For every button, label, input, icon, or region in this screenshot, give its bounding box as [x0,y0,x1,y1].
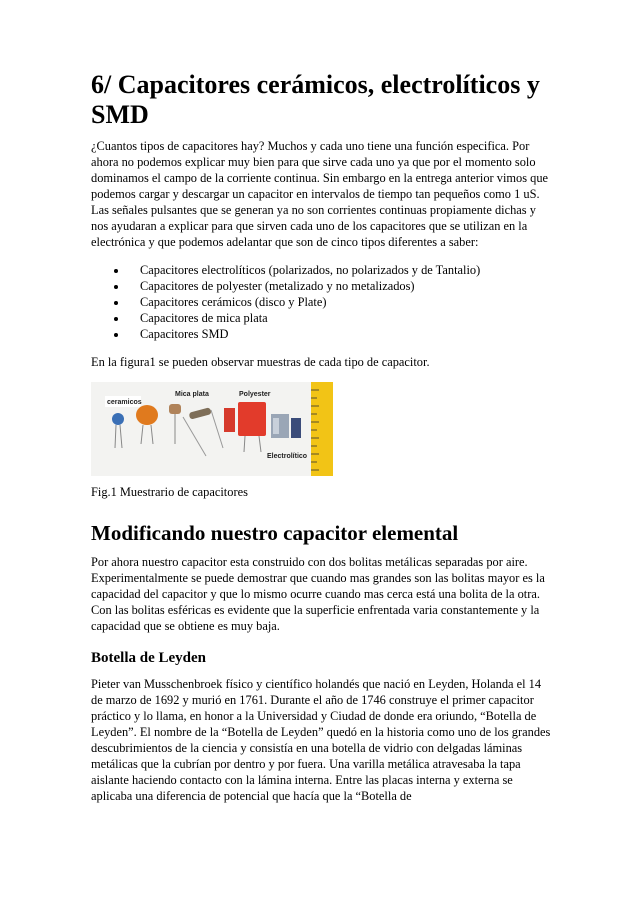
list-item: • Capacitores de polyester (metalizado y no metalizados) [128,278,551,294]
capacitors-illustration [91,382,333,476]
capacitor-types-list [91,262,551,342]
page-title: 6/ Capacitores cerámicos, electrolíticos y SMD [91,70,540,129]
section-paragraph-leyden: Pieter van Musschenbroek físico y científico holandés que nació en Leyden, Holanda el 14 de marzo de 1692 y murió en 1761. Durante el año de 1746 construye el primer capacitor práctico y lo llama, en honor a la Universidad y Ciudad de donde era oriundo, “Botella de Leyden”. El nombre de la “Botella de Leyden” quedó en la historia como uno de los grandes descubrimientos de la ciencia y consistía en una botella de vidrio con delgadas láminas metálicas que la cubrían por dentro y por fuera. Una varilla metálica atravesaba la tapa aislante haciendo contacto con la lámina interna. Entre las placas interna y externa se aplicaba una diferencia de potencial que hacía que la “Botella de [91,677,551,803]
list-item: • Capacitores cerámicos (disco y Plate) [128,294,551,310]
document-page [91,70,551,816]
list-item: • Capacitores electrolíticos (polarizados, no polarizados y de Tantalio) [128,262,551,278]
section-heading-leyden: Botella de Leyden [91,650,206,666]
intro-paragraph: ¿Cuantos tipos de capacitores hay? Muchos y cada uno tiene una función especifica. Por ahora no podemos explicar muy bien para que sirve cada uno ya que por el momento solo dominamos el campo de la corriente continua. Sin embargo en la entrega anterior vimos que podemos cargar y descargar un capacitor en intervalos de tiempo tan pequeños como 1 uS. Las señales pulsantes que se generan ya no son corrientes continuas propiamente dichas y nos ayudaran a explicar para que sirven cada uno de los capacitores que se utilizan en la electrónica y que podemos adelantar que son de cinco tipos diferentes a saber: [91,139,549,249]
section-paragraph-modificando: Por ahora nuestro capacitor esta construido con dos bolitas metálicas separadas por aire. Experimentalmente se puede demostrar que cuando mas grandes son las bolitas mayor es la capacidad del capacitor y que lo mismo ocurre cuando mas cerca está una bolita de la otra. Con las bolitas esféricas es evidente que la superficie enfrentada varia constantemente y la capacidad que se obtiene es muy baja. [91,555,545,633]
label-ceramicos: ceramicos [107,399,142,406]
capacitors-photo [91,382,333,476]
list-item: • Capacitores SMD [128,326,551,342]
label-electrolitico: Electrolítico [267,453,308,460]
section-heading-modificando: Modificando nuestro capacitor elemental [91,521,459,545]
list-item: • Capacitores de mica plata [128,310,551,326]
figure-caption: Fig.1 Muestrario de capacitores [91,485,248,499]
label-polyester: Polyester [239,391,271,398]
figure-intro-text: En la figura1 se pueden observar muestras de cada tipo de capacitor. [91,355,430,369]
label-mica: Mica plata [175,391,209,398]
